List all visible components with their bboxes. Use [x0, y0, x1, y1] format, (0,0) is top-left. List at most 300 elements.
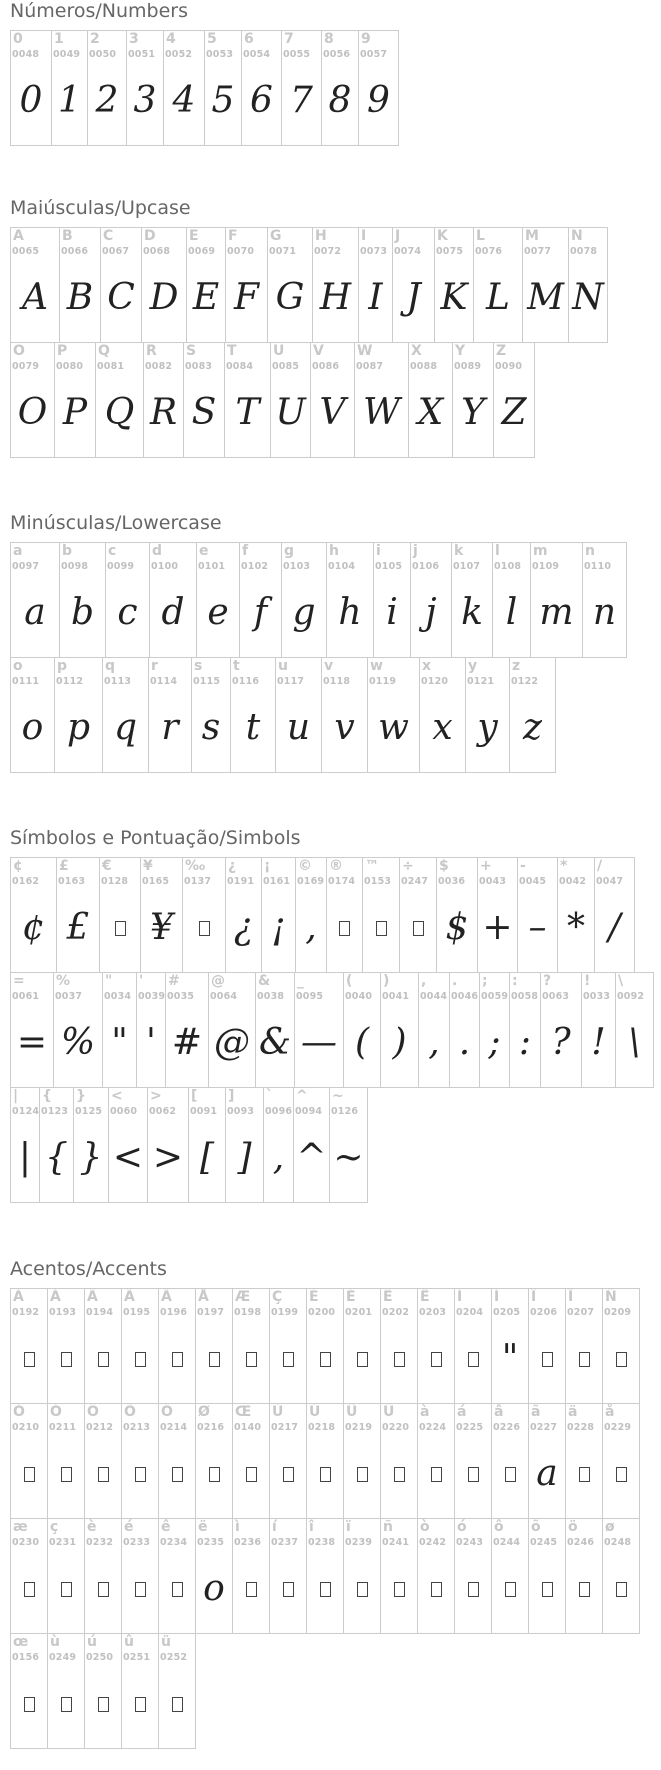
glyph-char-label: h: [329, 543, 339, 559]
glyph-cell: [158, 1633, 196, 1749]
glyph-code-label: 0201: [345, 1307, 373, 1318]
glyph-cell: [434, 227, 474, 343]
section-upcase: [10, 197, 661, 457]
glyph-char-label: Í: [494, 1289, 500, 1305]
section-symbols: [10, 827, 661, 1202]
glyph-sample: n: [592, 592, 617, 633]
section-numbers: [10, 0, 661, 145]
glyph-char-label: D: [144, 228, 156, 244]
glyph-code-label: 0243: [456, 1537, 484, 1548]
glyph-grid: [10, 227, 661, 457]
missing-glyph-icon: [196, 1329, 232, 1389]
missing-glyph-box: [616, 1582, 627, 1597]
glyph-code-label: 0056: [323, 49, 351, 60]
glyph-cell: [149, 542, 197, 658]
glyph-cell: [565, 1288, 603, 1404]
glyph-char-label: ¿: [228, 858, 237, 874]
glyph-sample: a: [536, 1453, 558, 1494]
glyph-code-label: 0124: [12, 1106, 40, 1117]
glyph-cell: [95, 342, 144, 458]
glyph-char-label: B: [62, 228, 73, 244]
glyph-char-label: J: [395, 228, 401, 244]
glyph-char-label: Ö: [161, 1404, 173, 1420]
glyph-char-label: ): [383, 973, 390, 989]
glyph-char-label: î: [309, 1519, 314, 1535]
glyph-sample: ": [501, 1338, 519, 1379]
glyph-cell: [269, 1288, 307, 1404]
glyph-sample: T: [235, 392, 260, 433]
glyph-code-label: 0057: [360, 49, 388, 60]
glyph-sample: C: [107, 277, 135, 318]
glyph-char-label: £: [59, 858, 69, 874]
glyph-char-label: Q: [98, 343, 110, 359]
glyph-cell: [10, 342, 55, 458]
glyph-cell: [530, 542, 583, 658]
glyph-code-label: 0054: [243, 49, 271, 60]
glyph-char-label: <: [111, 1088, 123, 1104]
glyph-code-label: 0115: [193, 676, 221, 687]
glyph-char-label: -: [520, 858, 526, 874]
glyph-sample: u: [286, 707, 311, 748]
glyph-cell: [225, 1087, 264, 1203]
glyph-code-label: 0174: [328, 876, 356, 887]
section-title: Símbolos e Pontuação/Simbols: [10, 827, 301, 849]
glyph-char-label: 3: [129, 31, 139, 47]
glyph-code-label: 0051: [128, 49, 156, 60]
glyph-cell: [594, 857, 635, 973]
glyph-sample: ,: [272, 1137, 285, 1178]
missing-glyph-icon: [307, 1559, 343, 1619]
glyph-code-label: 0122: [511, 676, 539, 687]
glyph-sample: +: [482, 907, 513, 948]
missing-glyph-icon: [270, 1329, 306, 1389]
missing-glyph-box: [199, 921, 210, 936]
glyph-char-label: 5: [207, 31, 217, 47]
glyph-char-label: ]: [228, 1088, 235, 1104]
missing-glyph-icon: [344, 1444, 380, 1504]
missing-glyph-icon: [529, 1559, 565, 1619]
missing-glyph-box: [357, 1467, 368, 1482]
glyph-code-label: 0090: [495, 361, 523, 372]
glyph-char-label: Æ: [235, 1289, 251, 1305]
glyph-char-label: ó: [457, 1519, 467, 1535]
glyph-row: [10, 857, 661, 972]
glyph-row: [10, 1403, 661, 1518]
missing-glyph-box: [542, 1582, 553, 1597]
glyph-sample: $: [445, 907, 469, 948]
glyph-char-label: g: [284, 543, 295, 559]
glyph-sample: Y: [461, 392, 485, 433]
glyph-cell: [343, 972, 381, 1088]
glyph-code-label: 0214: [160, 1422, 188, 1433]
glyph-cell: [436, 857, 478, 973]
glyph-code-label: 0093: [227, 1106, 255, 1117]
glyph-sample: i: [386, 592, 398, 633]
glyph-char-label: â: [494, 1404, 504, 1420]
glyph-cell: [196, 542, 240, 658]
glyph-code-label: 0110: [584, 561, 612, 572]
glyph-cell: [84, 1518, 122, 1634]
missing-glyph-icon: [196, 1444, 232, 1504]
glyph-code-label: 0250: [86, 1652, 114, 1663]
glyph-cell: [528, 1288, 566, 1404]
missing-glyph-icon: [122, 1559, 158, 1619]
glyph-code-label: 0079: [12, 361, 40, 372]
glyph-cell: [108, 1087, 148, 1203]
glyph-code-label: 0094: [295, 1106, 323, 1117]
missing-glyph-box: [24, 1582, 35, 1597]
glyph-code-label: 0163: [58, 876, 86, 887]
glyph-code-label: 0247: [401, 876, 429, 887]
glyph-code-label: 0048: [12, 49, 40, 60]
glyph-cell: [312, 227, 359, 343]
glyph-char-label: @: [211, 973, 225, 989]
glyph-char-label: c: [108, 543, 117, 559]
glyph-char-label: å: [605, 1404, 615, 1420]
glyph-cell: [10, 1087, 40, 1203]
glyph-code-label: 0137: [184, 876, 212, 887]
glyph-code-label: 0227: [530, 1422, 558, 1433]
glyph-char-label: E: [189, 228, 199, 244]
glyph-char-label: €: [102, 858, 112, 874]
glyph-char-label: Z: [496, 343, 507, 359]
missing-glyph-box: [320, 1467, 331, 1482]
glyph-char-label: H: [315, 228, 327, 244]
glyph-sample: ;: [488, 1022, 501, 1063]
missing-glyph-icon: [455, 1444, 491, 1504]
glyph-code-label: 0212: [86, 1422, 114, 1433]
glyph-cell: [454, 1518, 492, 1634]
missing-glyph-box: [98, 1352, 109, 1367]
glyph-char-label: .: [452, 973, 458, 989]
glyph-sample: O: [17, 392, 48, 433]
glyph-cell: [141, 227, 187, 343]
missing-glyph-box: [24, 1467, 35, 1482]
missing-glyph-box: [413, 921, 424, 936]
glyph-sample: W: [362, 392, 400, 433]
glyph-code-label: 0105: [375, 561, 403, 572]
glyph-code-label: 0238: [308, 1537, 336, 1548]
glyph-code-label: 0126: [331, 1106, 359, 1117]
glyph-code-label: 0206: [530, 1307, 558, 1318]
glyph-sample: (: [354, 1022, 370, 1063]
glyph-code-label: 0194: [86, 1307, 114, 1318]
glyph-char-label: |: [13, 1088, 19, 1104]
glyph-code-label: 0066: [61, 246, 89, 257]
glyph-sample: K: [440, 277, 468, 318]
missing-glyph-box: [135, 1582, 146, 1597]
missing-glyph-icon: [327, 898, 362, 958]
glyph-cell: [343, 1403, 381, 1519]
glyph-sample: X: [417, 392, 444, 433]
glyph-char-label: %: [56, 973, 71, 989]
glyph-cell: [47, 1288, 85, 1404]
glyph-char-label: x: [422, 658, 432, 674]
glyph-code-label: 0224: [419, 1422, 447, 1433]
glyph-cell: [354, 342, 409, 458]
glyph-char-label: ™: [365, 858, 379, 874]
glyph-code-label: 0100: [151, 561, 179, 572]
glyph-sample: }: [79, 1137, 103, 1178]
glyph-cell: [10, 857, 57, 973]
glyph-code-label: 0036: [438, 876, 466, 887]
glyph-char-label: Ì: [457, 1289, 463, 1305]
glyph-char-label: p: [57, 658, 68, 674]
glyph-cell: [565, 1403, 603, 1519]
glyph-char-label: W: [357, 343, 373, 359]
glyph-sample: ): [392, 1022, 407, 1063]
missing-glyph-box: [376, 921, 387, 936]
glyph-cell: [417, 1518, 455, 1634]
glyph-cell: [99, 857, 141, 973]
glyph-cell: [358, 227, 393, 343]
glyph-code-label: 0052: [165, 49, 193, 60]
glyph-code-label: 0038: [257, 991, 285, 1002]
glyph-sample: E: [192, 277, 220, 318]
glyph-cell: [602, 1403, 640, 1519]
glyph-cell: [321, 657, 368, 773]
missing-glyph-icon: [381, 1329, 417, 1389]
glyph-cell: [232, 1518, 270, 1634]
glyph-char-label: N: [571, 228, 583, 244]
glyph-char-label: ü: [161, 1634, 171, 1650]
glyph-cell: [10, 1288, 48, 1404]
glyph-cell: [165, 972, 209, 1088]
glyph-code-label: 0109: [532, 561, 560, 572]
glyph-sample: k: [461, 592, 483, 633]
missing-glyph-box: [98, 1697, 109, 1712]
glyph-sample: ,: [305, 907, 317, 948]
glyph-cell: [56, 857, 100, 973]
missing-glyph-icon: [270, 1559, 306, 1619]
glyph-sample: ': [146, 1022, 156, 1063]
glyph-char-label: ï: [346, 1519, 351, 1535]
glyph-cell: [188, 1087, 226, 1203]
glyph-sample: ^: [296, 1137, 327, 1178]
glyph-code-label: 0091: [190, 1106, 218, 1117]
glyph-sample: <: [112, 1137, 144, 1178]
glyph-grid: [10, 1288, 661, 1748]
glyph-cell: [399, 857, 437, 973]
glyph-sample: F: [234, 277, 259, 318]
missing-glyph-box: [61, 1467, 72, 1482]
glyph-char-label: >: [150, 1088, 162, 1104]
glyph-cell: [479, 972, 510, 1088]
glyph-cell: [121, 1518, 159, 1634]
missing-glyph-icon: [85, 1559, 121, 1619]
glyph-char-label: k: [454, 543, 464, 559]
glyph-char-label: Ô: [87, 1404, 99, 1420]
glyph-code-label: 0081: [97, 361, 125, 372]
glyph-cell: [557, 857, 595, 973]
glyph-code-label: 0077: [524, 246, 552, 257]
glyph-code-label: 0103: [283, 561, 311, 572]
missing-glyph-box: [24, 1697, 35, 1712]
missing-glyph-box: [468, 1352, 479, 1367]
glyph-sample: –: [528, 907, 547, 948]
glyph-sample: ?: [551, 1022, 571, 1063]
glyph-cell: [615, 972, 654, 1088]
glyph-code-label: 0211: [49, 1422, 77, 1433]
glyph-sample: D: [149, 277, 179, 318]
glyph-char-label: ñ: [383, 1519, 393, 1535]
glyph-cell: [10, 542, 60, 658]
missing-glyph-box: [339, 921, 350, 936]
missing-glyph-icon: [381, 1559, 417, 1619]
glyph-cell: [47, 1403, 85, 1519]
glyph-sample: b: [70, 592, 95, 633]
glyph-char-label: 4: [166, 31, 176, 47]
glyph-char-label: Ù: [272, 1404, 284, 1420]
glyph-cell: [126, 30, 164, 146]
glyph-char-label: f: [242, 543, 249, 559]
missing-glyph-box: [246, 1582, 257, 1597]
missing-glyph-icon: [566, 1329, 602, 1389]
glyph-code-label: 0088: [410, 361, 438, 372]
glyph-cell: [269, 1403, 307, 1519]
glyph-char-label: ÷: [402, 858, 414, 874]
glyph-cell: [59, 227, 101, 343]
glyph-cell: [275, 657, 322, 773]
missing-glyph-box: [135, 1697, 146, 1712]
glyph-cell: [158, 1518, 196, 1634]
glyph-code-label: 0165: [142, 876, 170, 887]
glyph-sample: %: [60, 1022, 96, 1063]
glyph-code-label: 0097: [12, 561, 40, 572]
missing-glyph-icon: [233, 1329, 269, 1389]
glyph-char-label: S: [186, 343, 197, 359]
glyph-code-label: 0153: [364, 876, 392, 887]
glyph-sample: 1: [58, 80, 81, 121]
section-accents: [10, 1258, 661, 1748]
glyph-code-label: 0083: [185, 361, 213, 372]
glyph-row: [10, 1633, 661, 1748]
glyph-code-label: 0041: [382, 991, 410, 1002]
glyph-cell: [47, 1633, 85, 1749]
glyph-code-label: 0230: [12, 1537, 40, 1548]
missing-glyph-icon: [48, 1559, 84, 1619]
glyph-cell: [528, 1403, 566, 1519]
glyph-code-label: 0044: [420, 991, 448, 1002]
missing-glyph-box: [61, 1697, 72, 1712]
glyph-sample: ]: [237, 1137, 252, 1178]
glyph-code-label: 0225: [456, 1422, 484, 1433]
glyph-cell: [491, 1518, 529, 1634]
glyph-char-label: Y: [455, 343, 466, 359]
missing-glyph-icon: [344, 1559, 380, 1619]
glyph-char-label: Ñ: [605, 1289, 617, 1305]
glyph-char-label: o: [13, 658, 23, 674]
glyph-grid: [10, 542, 661, 772]
glyph-sample: 3: [133, 80, 157, 121]
glyph-cell: [261, 857, 296, 973]
glyph-char-label: 0: [13, 31, 23, 47]
missing-glyph-icon: [159, 1444, 195, 1504]
missing-glyph-box: [320, 1582, 331, 1597]
glyph-code-label: 0074: [394, 246, 422, 257]
glyph-char-label: V: [313, 343, 324, 359]
glyph-char-label: 9: [361, 31, 371, 47]
missing-glyph-box: [320, 1352, 331, 1367]
missing-glyph-box: [61, 1582, 72, 1597]
glyph-char-label: L: [476, 228, 485, 244]
glyph-cell: [204, 30, 242, 146]
glyph-cell: [270, 342, 311, 458]
glyph-sample: :: [518, 1022, 532, 1063]
glyph-cell: [225, 857, 262, 973]
glyph-cell: [208, 972, 256, 1088]
glyph-sample: I: [368, 277, 383, 318]
glyph-sample: S: [191, 392, 217, 433]
glyph-sample: g: [292, 592, 316, 633]
glyph-code-label: 0228: [567, 1422, 595, 1433]
glyph-cell: [295, 857, 327, 973]
glyph-sample: £: [66, 907, 90, 948]
glyph-cell: [417, 1403, 455, 1519]
glyph-code-label: 0248: [604, 1537, 632, 1548]
missing-glyph-icon: [455, 1329, 491, 1389]
glyph-sample: P: [62, 392, 88, 433]
glyph-code-label: 0213: [123, 1422, 151, 1433]
glyph-code-label: 0245: [530, 1537, 558, 1548]
missing-glyph-icon: [159, 1329, 195, 1389]
glyph-code-label: 0156: [12, 1652, 40, 1663]
glyph-sample: *: [567, 907, 585, 948]
glyph-code-label: 0045: [519, 876, 547, 887]
glyph-char-label: Ú: [309, 1404, 321, 1420]
glyph-cell: [269, 1518, 307, 1634]
glyph-char-label: É: [346, 1289, 356, 1305]
glyph-code-label: 0112: [56, 676, 84, 687]
glyph-char-label: F: [228, 228, 238, 244]
glyph-char-label: d: [152, 543, 163, 559]
glyph-code-label: 0071: [269, 246, 297, 257]
glyph-cell: [84, 1403, 122, 1519]
glyph-sample: @: [214, 1022, 250, 1063]
glyph-cell: [306, 1288, 344, 1404]
glyph-code-label: 0060: [110, 1106, 138, 1117]
missing-glyph-box: [172, 1467, 183, 1482]
glyph-cell: [281, 542, 327, 658]
glyph-code-label: 0123: [41, 1106, 69, 1117]
glyph-char-label: n: [585, 543, 595, 559]
missing-glyph-box: [468, 1467, 479, 1482]
glyph-sample: w: [378, 707, 409, 748]
glyph-char-label: Õ: [124, 1404, 136, 1420]
glyph-code-label: 0120: [421, 676, 449, 687]
glyph-char-label: K: [437, 228, 448, 244]
glyph-sample: M: [527, 277, 564, 318]
glyph-code-label: 0117: [277, 676, 305, 687]
missing-glyph-box: [616, 1467, 627, 1482]
missing-glyph-box: [431, 1467, 442, 1482]
glyph-cell: [582, 542, 627, 658]
missing-glyph-icon: [529, 1329, 565, 1389]
glyph-code-label: 0202: [382, 1307, 410, 1318]
glyph-code-label: 0205: [493, 1307, 521, 1318]
glyph-char-label: O: [13, 343, 25, 359]
missing-glyph-box: [135, 1467, 146, 1482]
glyph-code-label: 0226: [493, 1422, 521, 1433]
glyph-char-label: =: [13, 973, 25, 989]
glyph-sample: q: [113, 707, 138, 748]
glyph-cell: [163, 30, 205, 146]
glyph-cell: [380, 1518, 418, 1634]
glyph-sample: !: [591, 1022, 606, 1063]
glyph-code-label: 0072: [314, 246, 342, 257]
glyph-cell: [281, 30, 322, 146]
glyph-cell: [473, 227, 523, 343]
